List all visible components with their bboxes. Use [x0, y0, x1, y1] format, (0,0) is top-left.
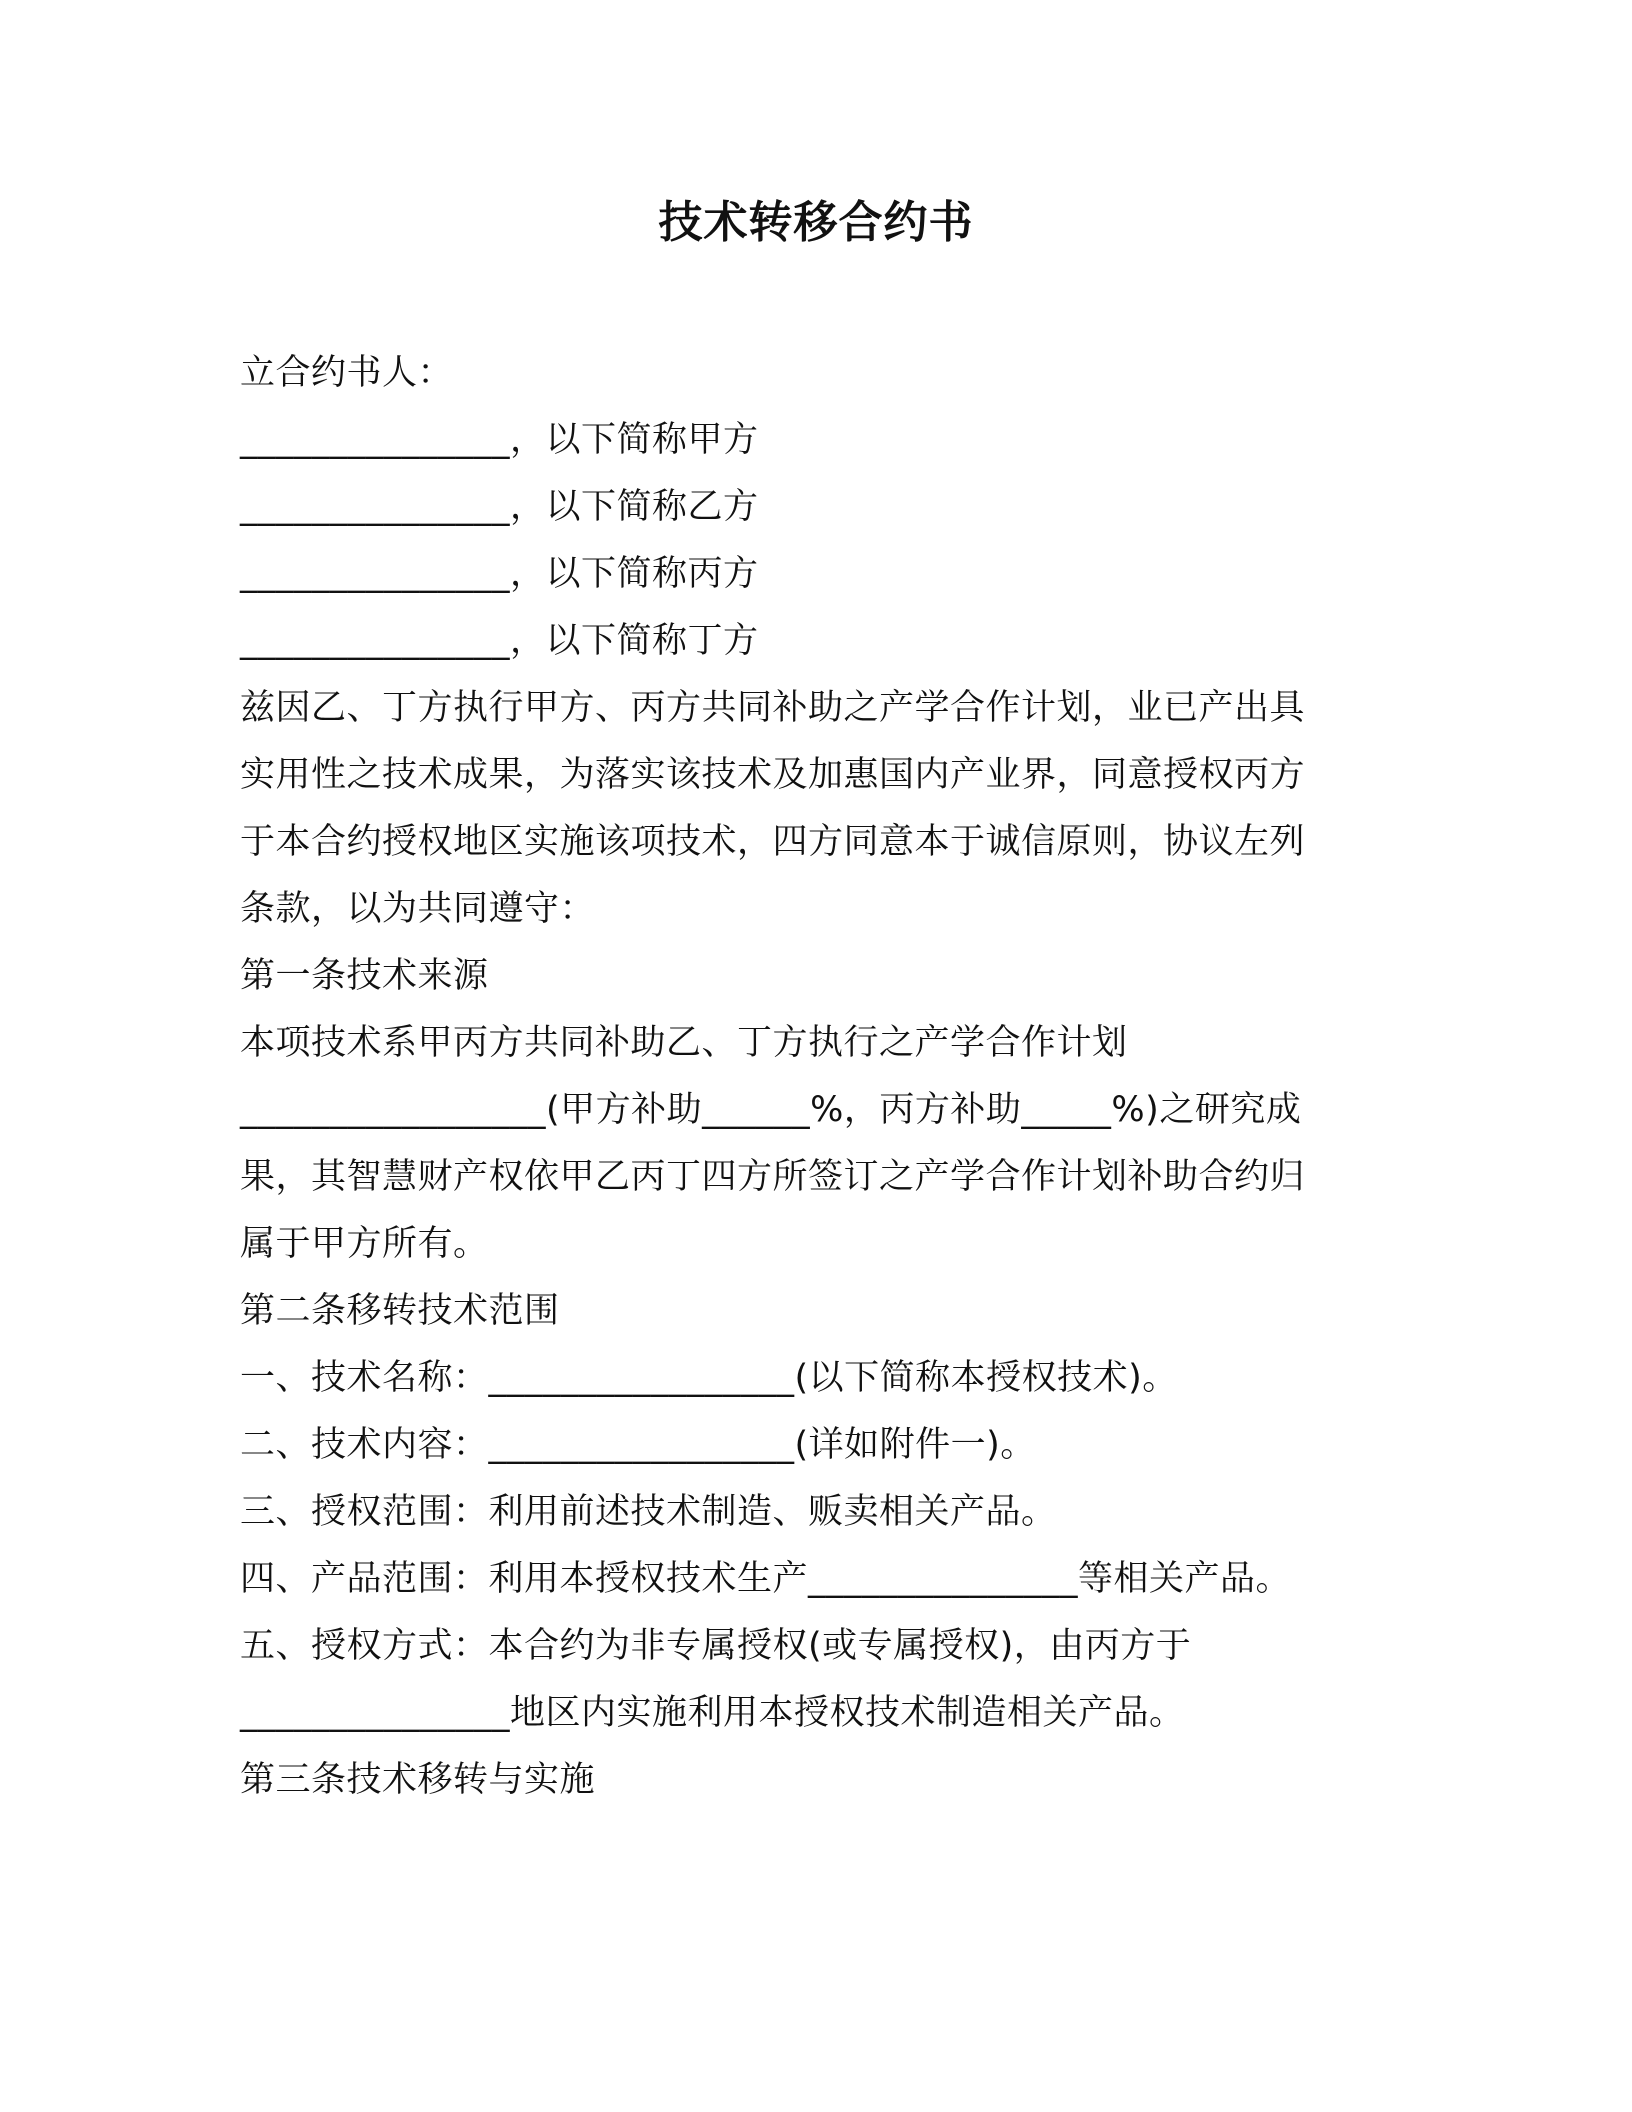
article-1-line: 果，其智慧财产权依甲乙丙丁四方所签订之产学合作计划补助合约归 — [240, 1157, 1306, 1197]
article-2-item: 二、技术内容：_________________(详如附件一)。 — [240, 1425, 1036, 1465]
preamble-line: 实用性之技术成果，为落实该技术及加惠国内产业界，同意授权丙方 — [240, 755, 1306, 795]
article-2-item: 四、产品范围：利用本授权技术生产_______________等相关产品。 — [240, 1559, 1292, 1599]
parties-heading: 立合约书人： — [240, 353, 454, 393]
article-2-item: 三、授权范围：利用前述技术制造、贩卖相关产品。 — [240, 1492, 1057, 1532]
article-1-line: 本项技术系甲丙方共同补助乙、丁方执行之产学合作计划 — [240, 1023, 1128, 1063]
article-2-item: 一、技术名称：_________________(以下简称本授权技术)。 — [240, 1358, 1178, 1398]
party-a-line: _______________，以下简称甲方 — [240, 420, 759, 460]
article-2-heading: 第二条移转技术范围 — [240, 1291, 560, 1331]
party-d-line: _______________，以下简称丁方 — [240, 621, 759, 661]
article-2-item: _______________地区内实施利用本授权技术制造相关产品。 — [240, 1693, 1185, 1733]
article-1-line: 属于甲方所有。 — [240, 1224, 489, 1264]
preamble-line: 于本合约授权地区实施该项技术，四方同意本于诚信原则，协议左列 — [240, 822, 1306, 862]
preamble-line: 兹因乙、丁方执行甲方、丙方共同补助之产学合作计划，业已产出具 — [240, 688, 1306, 728]
article-2-item: 五、授权方式：本合约为非专属授权(或专属授权)，由丙方于 — [240, 1626, 1192, 1666]
document-body — [240, 340, 1420, 1814]
article-1-heading: 第一条技术来源 — [240, 956, 489, 996]
preamble-line: 条款，以为共同遵守： — [240, 889, 596, 929]
party-b-line: _______________，以下简称乙方 — [240, 487, 759, 527]
article-3-heading: 第三条技术移转与实施 — [240, 1760, 596, 1800]
party-c-line: _______________，以下简称丙方 — [240, 554, 759, 594]
document-title: 技术转移合约书 — [658, 197, 974, 248]
article-1-line: _________________(甲方补助______%，丙方补助_____%)之研究成 — [240, 1090, 1302, 1130]
